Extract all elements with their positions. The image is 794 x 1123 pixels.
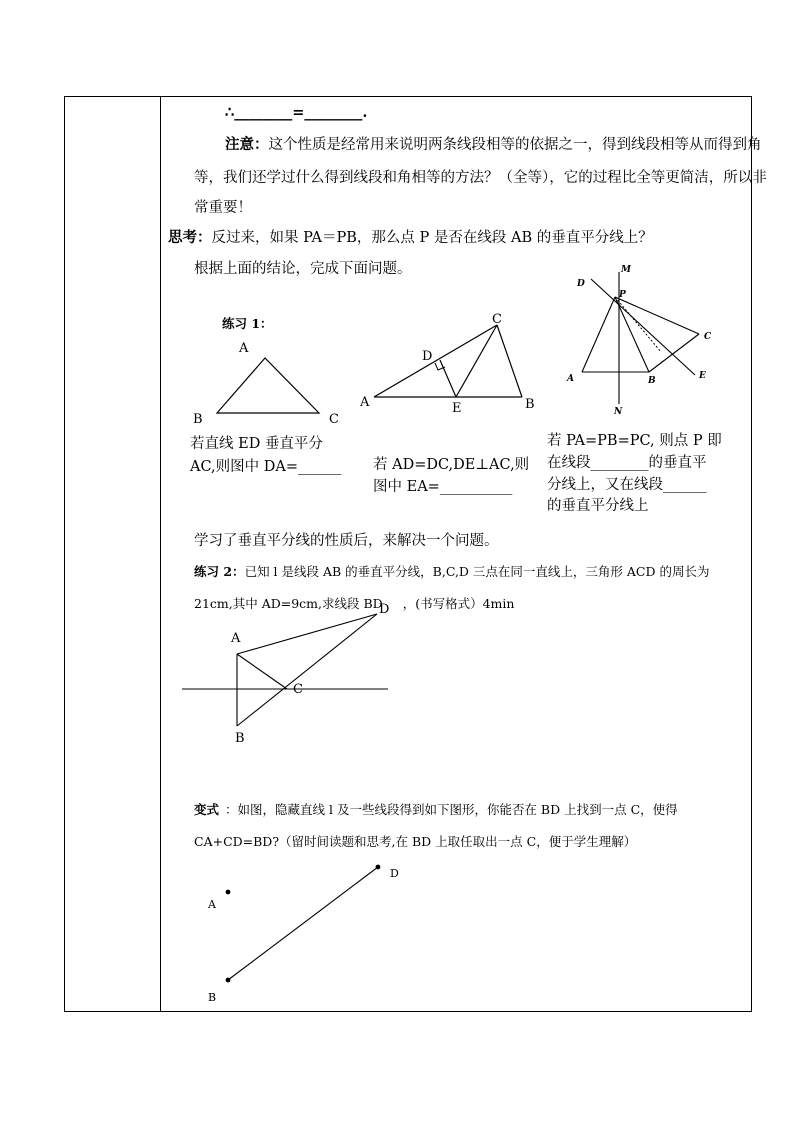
fig3-label-m: M <box>621 265 631 275</box>
ex2-label-d: D <box>379 602 390 617</box>
ex1-label: 练习 1： <box>222 316 273 331</box>
therefore-line: ∴________=________. <box>225 104 368 121</box>
ex1-figure-circumcenter <box>565 262 725 417</box>
think-text: 反过来，如果 PA＝PB，那么点 P 是否在线段 AB 的垂直平分线上？ <box>211 230 653 246</box>
ex1-q3-line4: 的垂直平分线上 <box>547 498 649 514</box>
note-text-1: 这个性质是经常用来说明两条线段相等的依据之一，得到线段相等从而得到角 <box>268 137 762 153</box>
think-label: 思考： <box>168 229 212 246</box>
variant-point-d <box>376 865 381 870</box>
ex2-label-b: B <box>235 731 245 746</box>
ex2-text-2: 21cm,其中 AD=9cm,求线段 BD <box>194 596 383 611</box>
ex1-q3-line3: 分线上，又在线段______ <box>547 477 707 493</box>
ex1-figure-perpendicular <box>355 310 555 420</box>
note-line-2: 等，我们还学过什么得到线段和角相等的方法？（全等），它的过程比全等更简洁，所以非 <box>194 170 767 186</box>
fig1-label-c: C <box>329 412 339 427</box>
variant-label-d: D <box>390 867 399 880</box>
note-line-3: 常重要！ <box>194 200 252 216</box>
variant-line2: CA+CD=BD?（留时间读题和思考,在 BD 上取任取出一点 C，便于学生理解） <box>194 834 637 849</box>
variant-line1 <box>194 801 678 819</box>
ex1-q1-line2: AC,则图中 DA=______ <box>190 459 342 475</box>
variant-label-b: B <box>208 991 217 1004</box>
note-line-1 <box>225 136 762 154</box>
ex1-q2-line1: 若 AD=DC,DE⊥AC,则 <box>373 457 530 473</box>
fig2-label-b: B <box>525 397 535 412</box>
ex1-q1-line1: 若直线 ED 垂直平分 <box>190 436 323 452</box>
ex2-line1 <box>194 563 709 581</box>
fig3-label-e: E <box>699 371 706 381</box>
fig3-label-b: B <box>648 376 656 386</box>
fig3-label-n: N <box>614 407 623 417</box>
column-divider <box>160 96 161 1012</box>
ex1-q3-line2: 在线段________的垂直平 <box>547 455 707 471</box>
fig2-label-d: D <box>422 349 433 364</box>
fig1-label-b: B <box>193 412 203 427</box>
ex2-text-2-tail: ，(书写格式）4min <box>402 596 515 611</box>
variant-point-b <box>226 978 231 983</box>
intro-line: 根据上面的结论，完成下面问题。 <box>194 261 412 277</box>
ex2-label-c: C <box>293 682 303 697</box>
variant-figure <box>200 860 400 1005</box>
variant-label-a: A <box>208 898 216 911</box>
ex2-label-a: A <box>231 631 241 646</box>
fig2-label-c: C <box>492 312 502 327</box>
note-label: 注意： <box>225 136 269 153</box>
ex1-q3-line1: 若 PA=PB=PC, 则点 P 即 <box>547 433 722 449</box>
variant-text-1: ：如图，隐藏直线 l 及一些线段得到如下图形，你能否在 BD 上找到一点 C，使得 <box>225 802 678 817</box>
fig3-label-c: C <box>704 332 712 342</box>
ex1-figure-triangle <box>180 330 350 430</box>
ex2-figure <box>180 600 400 750</box>
ex1-q2-line2: 图中 EA=__________ <box>373 479 513 495</box>
fig2-label-a: A <box>360 395 370 410</box>
fig3-label-d: D <box>577 279 585 289</box>
fig3-label-p: P <box>619 290 626 300</box>
fig2-label-e: E <box>452 401 462 416</box>
learned-line: 学习了垂直平分线的性质后，来解决一个问题。 <box>194 533 499 549</box>
ex2-label: 练习 2： <box>194 564 245 579</box>
variant-point-a <box>226 890 231 895</box>
ex2-text-1: 已知 l 是线段 AB 的垂直平分线，B,C,D 三点在同一直线上，三角形 ACD 的周长为 <box>244 564 710 579</box>
variant-label: 变式 <box>194 802 220 817</box>
fig3-label-a: A <box>567 374 574 384</box>
fig1-label-a: A <box>239 341 249 356</box>
think-line <box>168 229 653 247</box>
